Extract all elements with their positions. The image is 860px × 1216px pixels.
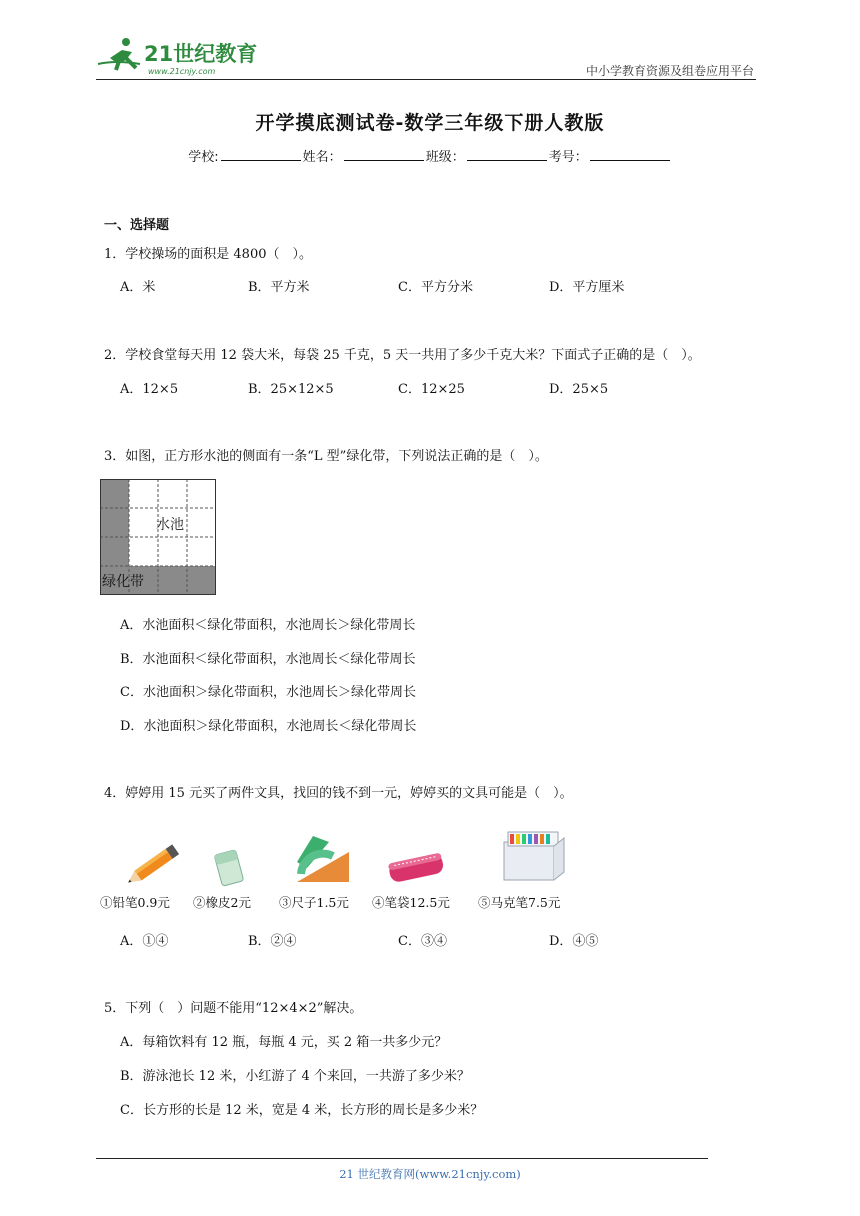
q3-option-a: A．水池面积＜绿化带面积，水池周长＞绿化带周长 [120, 618, 416, 633]
footer-divider [96, 1158, 708, 1159]
exam-no-blank [590, 148, 670, 161]
page-title: 开学摸底测试卷-数学三年级下册人教版 [255, 112, 605, 134]
q1-option-a: A．米 [120, 280, 156, 295]
q5-option-a: A．每箱饮料有 12 瓶，每瓶 4 元，买 2 箱一共多少元？ [120, 1035, 448, 1050]
q1-option-b: B．平方米 [248, 280, 310, 295]
student-info-line [0, 146, 860, 165]
site-name: 中小学教育资源及组卷应用平台 [585, 64, 754, 78]
greenbelt-label: 绿化带 [102, 574, 144, 590]
q5-option-b: B．游泳池长 12 米，小红游了 4 个来回，一共游了多少米？ [120, 1069, 470, 1084]
q2-option-c: C．12×25 [398, 382, 465, 397]
school-blank [221, 148, 301, 161]
question-5-stem: 5．下列（ ）问题不能用“12×4×2”解决。 [104, 1001, 363, 1016]
q2-option-b: B．25×12×5 [248, 382, 334, 397]
question-4-stem: 4．婷婷用 15 元买了两件文具，找回的钱不到一元，婷婷买的文具可能是（ ）。 [104, 786, 573, 801]
class-blank [467, 148, 547, 161]
footer-link[interactable]: 21 世纪教育网(www.21cnjy.com) [339, 1167, 521, 1181]
pond-label: 水池 [156, 517, 184, 533]
item-marker-label: ⑤马克笔7.5元 [478, 895, 561, 910]
pond-grid-figure [100, 479, 216, 595]
item-ruler-label: ③尺子1.5元 [279, 895, 349, 910]
class-label: 班级： [425, 150, 465, 165]
q1-option-d: D．平方厘米 [549, 280, 625, 295]
q4-option-d: D．④⑤ [549, 934, 599, 949]
pencil-icon [126, 840, 186, 890]
school-label: 学校: [188, 150, 219, 165]
q3-option-b: B．水池面积＜绿化带面积，水池周长＜绿化带周长 [120, 652, 416, 667]
q4-option-c: C．③④ [398, 934, 447, 949]
q2-option-d: D．25×5 [549, 382, 609, 397]
marker-set-icon [500, 828, 568, 888]
q2-option-a: A．12×5 [120, 382, 179, 397]
q4-option-a: A．①④ [120, 934, 169, 949]
q1-option-c: C．平方分米 [398, 280, 473, 295]
q5-option-c: C．长方形的长是 12 米，宽是 4 米，长方形的周长是多少米？ [120, 1103, 484, 1118]
q3-option-c: C．水池面积＞绿化带面积，水池周长＞绿化带周长 [120, 685, 416, 700]
logo-text: 21世纪教育 [144, 42, 258, 66]
q3-option-d: D．水池面积＞绿化带面积，水池周长＜绿化带周长 [120, 719, 417, 734]
header-divider [96, 79, 756, 80]
q4-option-b: B．②④ [248, 934, 297, 949]
item-eraser-label: ②橡皮2元 [193, 895, 251, 910]
logo-url: www.21cnjy.com [148, 67, 216, 76]
name-blank [344, 148, 424, 161]
ruler-icon [293, 834, 353, 890]
question-3-stem: 3．如图，正方形水池的侧面有一条“L 型”绿化带，下列说法正确的是（ ）。 [104, 449, 548, 464]
site-logo [96, 34, 266, 78]
runner-icon [98, 38, 140, 70]
name-label: 姓名： [302, 150, 342, 165]
exam-no-label: 考号： [548, 150, 588, 165]
pencil-case-icon [385, 848, 447, 890]
eraser-icon [212, 848, 246, 892]
question-2-stem: 2．学校食堂每天用 12 袋大米，每袋 25 千克，5 天一共用了多少千克大米？下面式子正确的是（ ）。 [104, 348, 701, 363]
item-pencil-label: ①铅笔0.9元 [100, 895, 170, 910]
question-1-stem: 1．学校操场的面积是 4800（ ）。 [104, 247, 312, 262]
item-pencil-case-label: ④笔袋12.5元 [372, 895, 450, 910]
section-heading: 一、选择题 [104, 218, 170, 233]
